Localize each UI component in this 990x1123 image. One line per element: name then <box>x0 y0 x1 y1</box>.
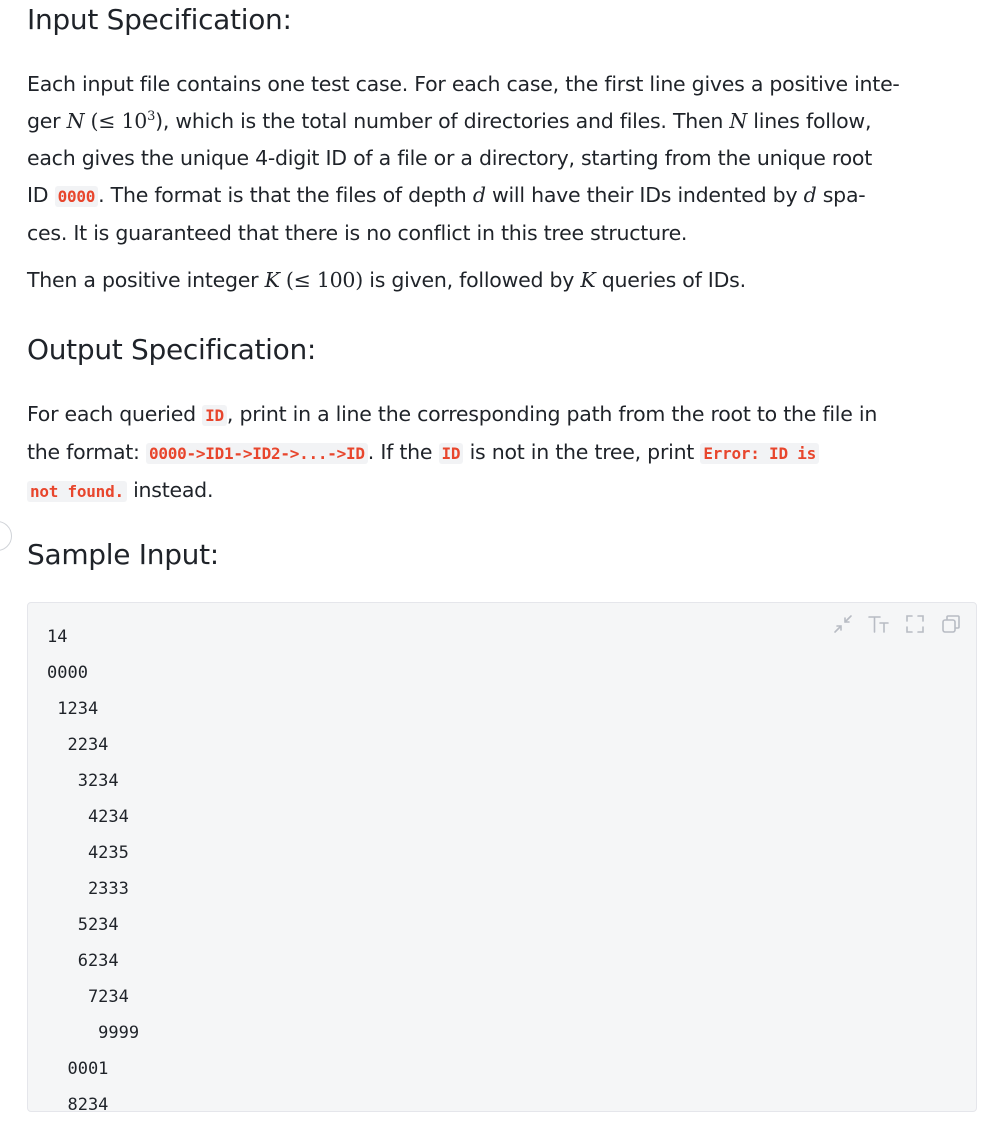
output-spec-paragraph <box>27 396 977 510</box>
code-line: 14 <box>47 627 68 647</box>
code-line: 0001 <box>47 1059 109 1079</box>
input-spec-paragraph-2 <box>27 262 977 299</box>
math-exponent: 3 <box>147 109 156 125</box>
input-spec-heading: Input Specification: <box>27 3 292 36</box>
inline-code-id: ID <box>202 405 227 426</box>
text: . The format is that the files of depth <box>98 183 473 207</box>
sample-input-heading: Sample Input: <box>27 538 219 571</box>
code-lines <box>47 619 139 1123</box>
sample-input-code-block[interactable] <box>27 602 977 1115</box>
copy-icon[interactable] <box>938 611 964 637</box>
inline-code-error: Error: ID is <box>700 443 819 464</box>
math-K: K <box>264 268 280 292</box>
code-line: 0000 <box>47 663 88 683</box>
math-N: N <box>66 109 85 133</box>
code-line: 3234 <box>47 771 119 791</box>
math-bound: (≤ 100) <box>279 268 363 292</box>
text: ger <box>27 109 67 133</box>
text: the format: <box>27 440 146 464</box>
math-N: N <box>729 109 748 133</box>
text: ), which is the total number of directories and files. Then <box>155 109 730 133</box>
text: Then a positive integer <box>27 268 265 292</box>
code-line: 2234 <box>47 735 109 755</box>
collapse-icon[interactable] <box>830 611 856 637</box>
text: , print in a line the corresponding path from the root to the file in <box>226 402 878 426</box>
text: instead. <box>126 478 214 502</box>
code-line: 8234 <box>47 1095 109 1115</box>
inline-code-error: not found. <box>27 481 127 502</box>
text: queries of IDs. <box>595 268 746 292</box>
text: lines follow, <box>747 109 872 133</box>
code-line: 9999 <box>47 1023 140 1043</box>
code-line: 2333 <box>47 879 129 899</box>
text: ces. It is guaranteed that there is no conflict in this tree structure. <box>27 221 688 245</box>
code-line: 4235 <box>47 843 129 863</box>
edge-circle <box>0 521 12 551</box>
text: is given, followed by <box>362 268 581 292</box>
text: Each input file contains one test case. For each case, the first line gives a positive inte- <box>27 72 900 96</box>
text: For each queried <box>27 402 203 426</box>
text: . If the <box>367 440 439 464</box>
text: is not in the tree, print <box>463 440 701 464</box>
inline-code-path-format: 0000->ID1->ID2->...->ID <box>146 443 368 464</box>
math-d: d <box>803 183 817 207</box>
math-d: d <box>472 183 486 207</box>
code-line: 7234 <box>47 987 129 1007</box>
text: each gives the unique 4-digit ID of a file or a directory, starting from the unique root <box>27 146 872 170</box>
text: spa- <box>816 183 866 207</box>
code-toolbar <box>830 611 964 637</box>
text: will have their IDs indented by <box>485 183 804 207</box>
code-line: 6234 <box>47 951 119 971</box>
input-spec-paragraph <box>27 66 977 252</box>
fullscreen-icon[interactable] <box>902 611 928 637</box>
math-bound: (≤ 10 <box>84 109 148 133</box>
code-line: 1234 <box>47 699 99 719</box>
text: ID <box>27 183 55 207</box>
inline-code-id: ID <box>439 443 464 464</box>
output-spec-heading: Output Specification: <box>27 333 317 366</box>
code-line: 4234 <box>47 807 129 827</box>
inline-code-root: 0000 <box>55 186 99 207</box>
font-size-icon[interactable] <box>866 611 892 637</box>
code-line: 5234 <box>47 915 119 935</box>
math-K: K <box>580 268 596 292</box>
